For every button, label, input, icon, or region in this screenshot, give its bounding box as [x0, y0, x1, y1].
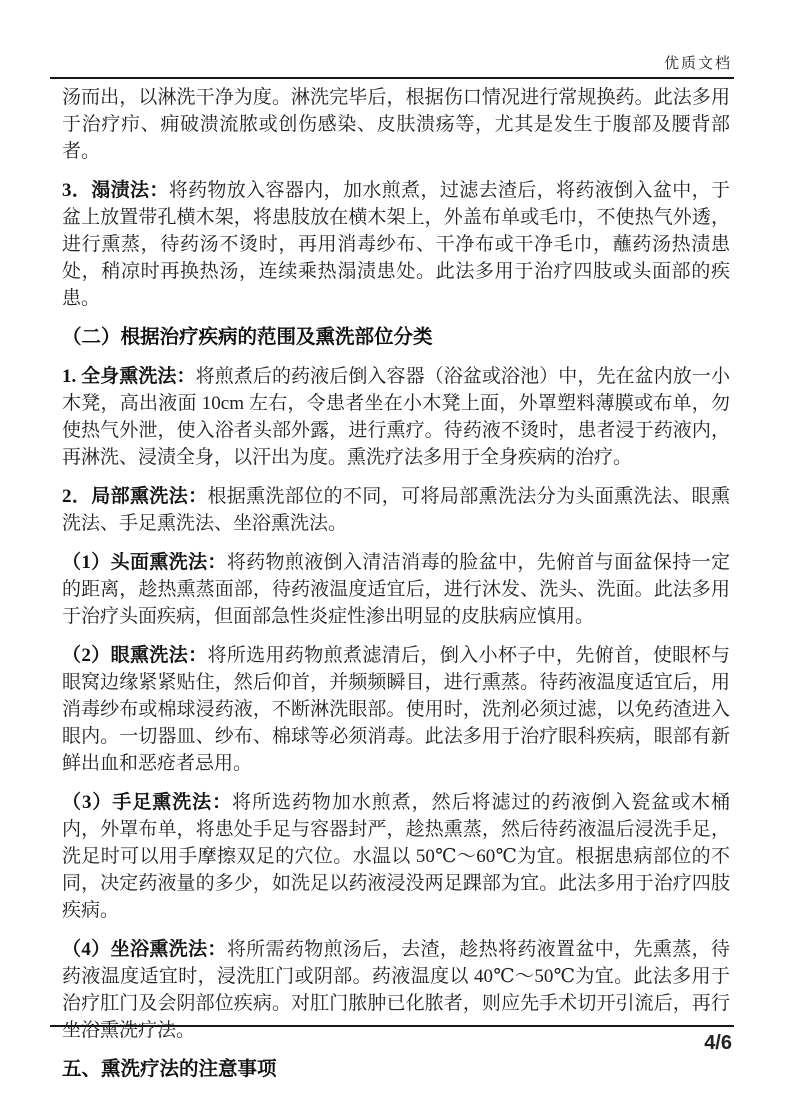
paragraph-head-face-method — [62, 549, 730, 630]
paragraph-label: 1. 全身熏洗法： — [62, 366, 196, 387]
paragraph-text: 将药物放入容器内，加水煎煮，过滤去渣后，将药液倒入盆中，于盆上放置带孔横木架，将患肢放在横木架上，外盖布单或毛巾，不使热气外透，进行熏蒸，待药汤不烫时，再用消毒纱布、干净布或干净毛巾，蘸药汤热渍患处，稍凉时再换热汤，连续乘热溻渍患处。此法多用于治疗四肢或头面部的疾患。 — [62, 180, 730, 309]
paragraph-text: 汤而出，以淋洗干净为度。淋洗完毕后，根据伤口情况进行常规换药。此法多用于治疗疖、痈破溃流脓或创伤感染、皮肤溃疡等，尤其是发生于腹部及腰背部者。 — [62, 87, 730, 162]
paragraph-eye-method — [62, 642, 730, 777]
paragraph-text: 将所选药物加水煎煮，然后将滤过的药液倒入瓷盆或木桶内，外罩布单，将患处手足与容器封严，趁热熏蒸，然后待药液温后浸洗手足，洗足时可以用手摩擦双足的穴位。水温以 50℃～60℃为宜。根据患病部位的不同，决定药液量的多少，如洗足以药液浸没两足踝部为宜。此法多用于治疗四肢疾病。 — [62, 792, 730, 921]
paragraph-text: 将所选用药物煎煮滤清后，倒入小杯子中，先俯首，使眼杯与眼窝边缘紧紧贴住，然后仰首，并频频瞬目，进行熏蒸。待药液温度适宜后，用消毒纱布或棉球浸药液，不断淋洗眼部。使用时，洗剂必须过滤，以免药渣进入眼内。一切器皿、纱布、棉球等必须消毒。此法多用于治疗眼科疾病，眼部有新鲜出血和恶疮者忌用。 — [62, 645, 730, 774]
paragraph-whole-body-method — [62, 363, 730, 471]
footer-rule — [50, 1025, 734, 1027]
paragraph-label: （4）坐浴熏洗法： — [62, 939, 227, 960]
document-body — [62, 84, 730, 1095]
paragraph-local-method — [62, 483, 730, 537]
paragraph-label: （2）眼熏洗法： — [62, 645, 208, 666]
paragraph-continued — [62, 84, 730, 165]
page-number: 4/6 — [704, 1032, 732, 1054]
paragraph-label: （3）手足熏洗法： — [62, 792, 233, 813]
paragraph-sitz-bath-method — [62, 936, 730, 1044]
paragraph-label: 3．溻渍法： — [62, 180, 169, 201]
header-rule — [50, 77, 734, 79]
header-watermark: 优质文档 — [663, 56, 732, 72]
section-heading-precautions: 五、熏洗疗法的注意事项 — [62, 1059, 277, 1080]
paragraph-text: 根据熏洗部位的不同，可将局部熏洗法分为头面熏洗法、眼熏洗法、手足熏洗法、坐浴熏洗法。 — [62, 486, 730, 534]
paragraph-label: 2．局部熏洗法： — [62, 486, 208, 507]
section-heading-classification: （二）根据治疗疾病的范围及熏洗部位分类 — [62, 327, 433, 348]
paragraph-text: 将所需药物煎汤后，去渣，趁热将药液置盆中，先熏蒸，待药液温度适宜时，浸洗肛门或阴部。药液温度以 40℃～50℃为宜。此法多用于治疗肛门及会阴部位疾病。对肛门脓肿已化脓者，则应先手术切开引流后，再行坐浴熏洗疗法。 — [62, 939, 730, 1041]
paragraph-taizi-method — [62, 177, 730, 312]
paragraph-label: （1）头面熏洗法： — [62, 552, 227, 573]
paragraph-text: 将煎煮后的药液后倒入容器（浴盆或浴池）中，先在盆内放一小木凳，高出液面 10cm 左右，令患者坐在小木凳上面，外罩塑料薄膜或布单，勿使热气外泄，使入浴者头部外露，进行熏疗。待药液不烫时，患者浸于药液内，再淋洗、浸渍全身，以汗出为度。熏洗疗法多用于全身疾病的治疗。 — [62, 366, 730, 468]
paragraph-text: 将药物煎液倒入清洁消毒的脸盆中，先俯首与面盆保持一定的距离，趁热熏蒸面部，待药液温度适宜后，进行沐发、洗头、洗面。此法多用于治疗头面疾病，但面部急性炎症性渗出明显的皮肤病应慎用。 — [62, 552, 730, 627]
paragraph-hand-foot-method — [62, 789, 730, 924]
